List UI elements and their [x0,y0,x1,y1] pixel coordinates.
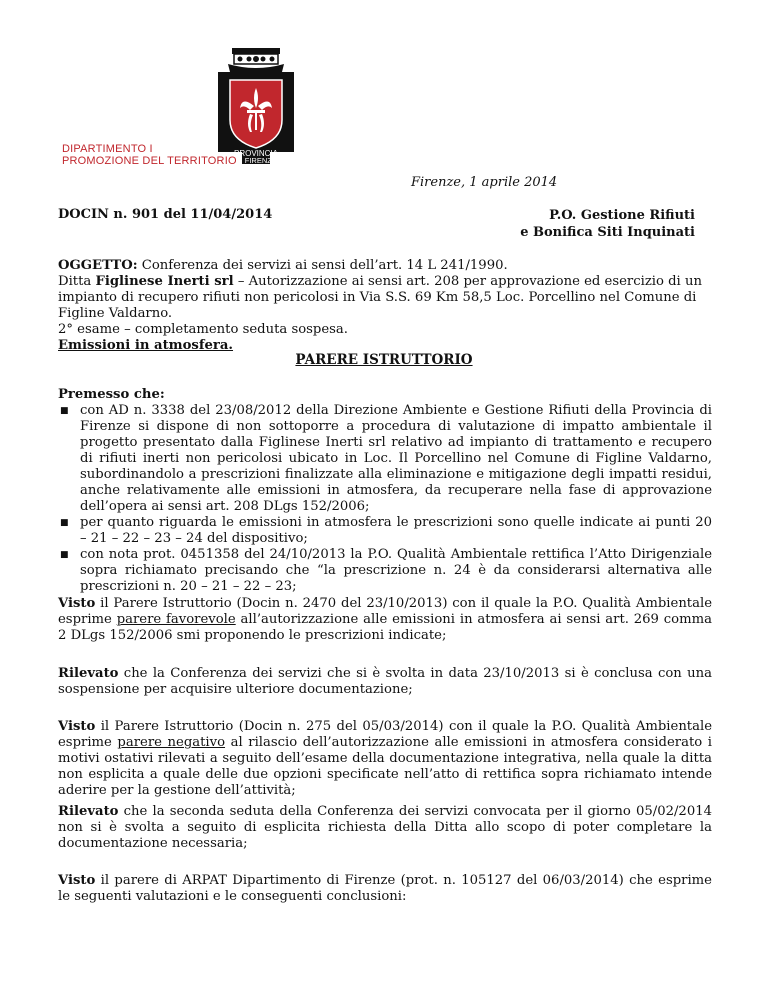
paragraph-lead: Visto [58,719,96,734]
paragraph-text-end: all’autorizzazione alle emissioni in atmosfera ai sensi art. 269 comma 2 DLgs 152/2006 smi proponendo le prescrizioni indicate; [58,612,712,643]
document-date: Firenze, 1 aprile 2014 [411,175,558,190]
paragraph-visto-2 [58,719,712,799]
ditta-prefix: Ditta [58,274,96,289]
crest-text-1: PROVINCIA [233,149,279,158]
paragraph-text: che la seconda seduta della Conferenza dei servizi convocata per il giorno 05/02/2014 non si è svolta a seguito di esplicita richiesta della Ditta allo scopo di poter completare la documentazione necessaria; [58,804,712,851]
premesso-list [58,403,712,595]
premesso-item-text: con nota prot. 0451358 del 24/10/2013 la P.O. Qualità Ambientale rettifica l’Atto Dirigenziale sopra richiamato precisando che “la prescrizione n. 24 è da considerarsi alternativa alle prescrizioni n. 20 – 21 – 22 – 23; [80,547,712,594]
recipient-line-1: P.O. Gestione Rifiuti [549,208,695,223]
bullet-icon: ■ [60,406,69,416]
paragraph-text: il Parere Istruttorio (Docin n. 2470 del 23/10/2013) con il quale la P.O. Qualità Ambientale esprime [58,596,712,627]
ditta-description: – Autorizzazione ai sensi art. 208 per approvazione ed esercizio di un impianto di recupero rifiuti non pericolosi in Via S.S. 69 Km 58,5 Loc. Porcellino nel Comune di Figline Valdarno. [58,274,702,321]
paragraph-underlined: parere favorevole [116,612,236,627]
paragraph-lead: Rilevato [58,804,119,819]
paragraph-lead: Visto [58,596,96,611]
paragraph-text-end: al rilascio dell’autorizzazione alle emissioni in atmosfera considerato i motivi ostativi rilevati a seguito dell’esame della documentazione integrativa, nella quale la ditta non esplicita a quale delle due opzioni specificate nell’atto di rettifica sopra richiamato intende aderire per la gestione dell’attività; [58,735,712,798]
bullet-icon: ■ [60,518,69,528]
paragraph-text: il Parere Istruttorio (Docin n. 275 del 05/03/2014) con il quale la P.O. Qualità Ambientale esprime [58,719,712,750]
list-item [58,547,712,595]
paragraph-rilevato-1 [58,666,712,698]
paragraph-lead: Visto [58,873,96,888]
premesso-item-text: con AD n. 3338 del 23/08/2012 della Direzione Ambiente e Gestione Rifiuti della Provincia di Firenze si dispone di non sottoporre a procedura di valutazione di impatto ambientale il progetto presentato dalla Figlinese Inerti srl relativo ad impianto di trattamento e recupero di rifiuti inerti non pericolosi ubicato in Loc. Il Porcellino nel Comune di Figline Valdarno, subordinandolo a prescrizioni finalizzate alla eliminazione e mitigazione degli impatti residui, anche relativamente alle emissioni in atmosfera, da recuperare nella fase di approvazione dell’opera ai sensi art. 208 DLgs 152/2006; [80,403,712,514]
premesso-item-text: per quanto riguarda le emissioni in atmosfera le prescrizioni sono quelle indicate ai punti 20 – 21 – 22 – 23 – 24 del dispositivo; [80,515,712,546]
ditta-name: Figlinese Inerti srl [95,274,234,289]
recipient-office [520,207,695,241]
paragraph-rilevato-2 [58,804,712,852]
department-line-1: DIPARTIMENTO I [62,143,153,155]
paragraph-lead: Rilevato [58,666,119,681]
paragraph-underlined: parere negativo [117,735,226,750]
oggetto-line-3: 2° esame – completamento seduta sospesa. [58,322,348,337]
paragraph-text: il parere di ARPAT Dipartimento di Firenze (prot. n. 105127 del 06/03/2014) che esprime le seguenti valutazioni e le conseguenti conclusioni: [58,873,712,904]
recipient-line-2: e Bonifica Siti Inquinati [520,225,695,240]
document-title: PARERE ISTRUTTORIO [295,352,473,368]
oggetto-block [58,258,713,354]
oggetto-line-1: Conferenza dei servizi ai sensi dell’art. 14 L 241/1990. [137,258,508,273]
docin-number: DOCIN n. 901 del 11/04/2014 [58,207,273,222]
oggetto-label: OGGETTO: [58,258,138,273]
department-line-2: PROMOZIONE DEL TERRITORIO [62,155,237,167]
premesso-block [58,387,712,595]
bullet-icon: ■ [60,550,69,560]
paragraph-visto-1 [58,596,712,644]
list-item [58,403,712,515]
paragraph-text: che la Conferenza dei servizi che si è svolta in data 23/10/2013 si è conclusa con una sospensione per acquisire ulteriore documentazione; [58,666,712,697]
crest-text-2: DI FIRENZE [235,156,277,164]
list-item [58,515,712,547]
premesso-label: Premesso che: [58,387,165,402]
oggetto-emissioni: Emissioni in atmosfera. [58,338,234,353]
department-label [62,143,237,167]
paragraph-visto-3 [58,873,712,905]
